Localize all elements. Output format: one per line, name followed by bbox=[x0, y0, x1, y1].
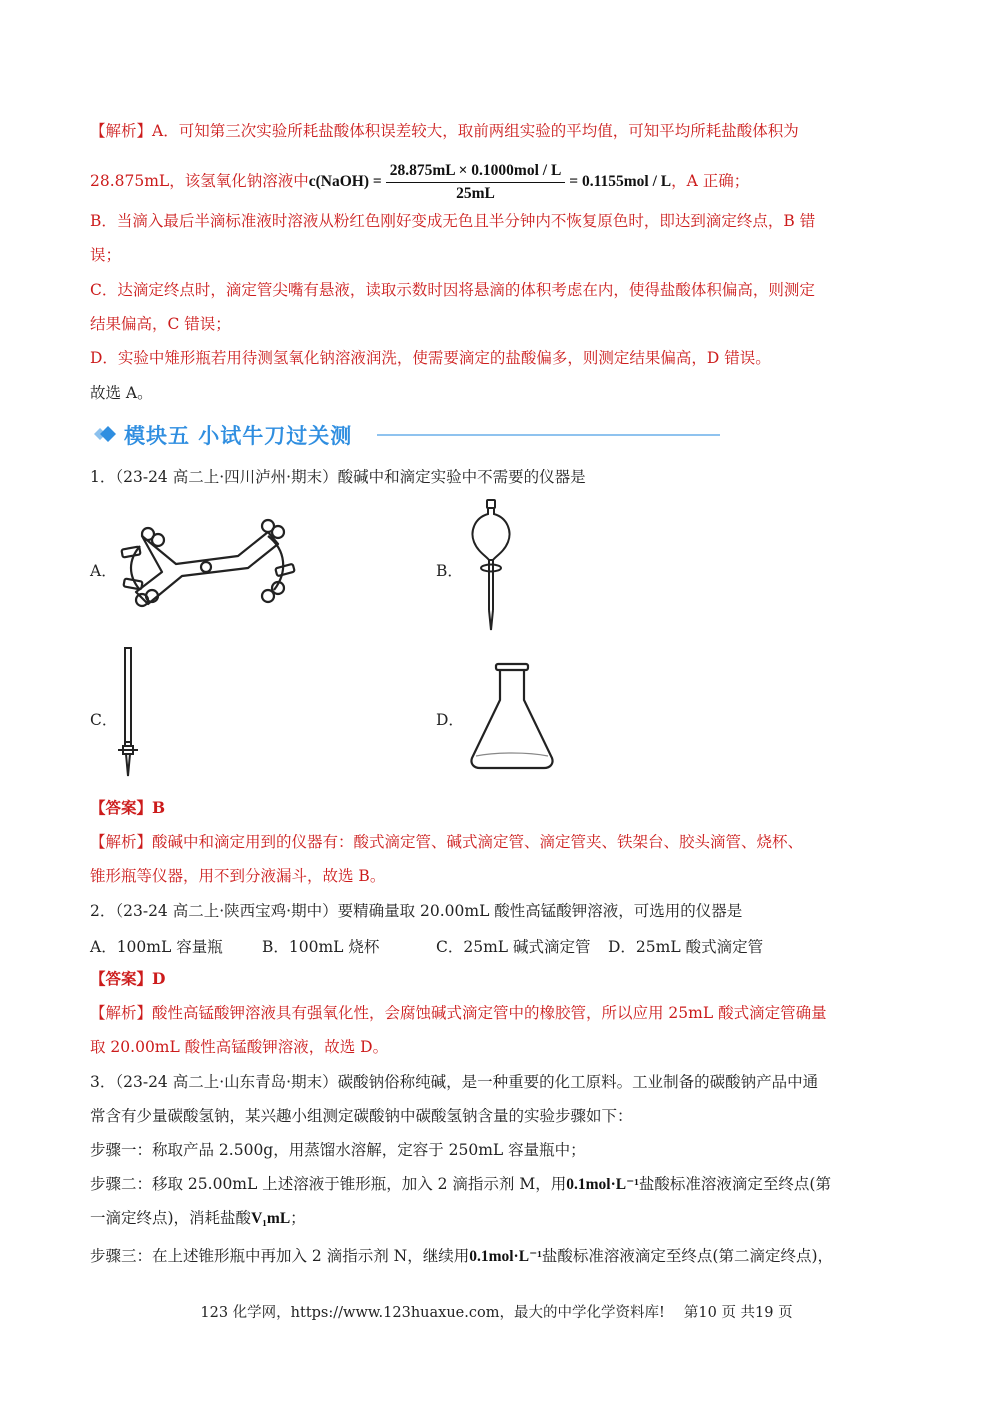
q3-step-text: ； bbox=[290, 1209, 306, 1227]
q3-step-2 bbox=[90, 1174, 831, 1195]
module-rule bbox=[377, 434, 720, 436]
q2-option-b: B．100mL 烧杯 bbox=[262, 938, 380, 956]
solution-line: 【解析】A．可知第三次实验所耗盐酸体积误差较大，取前两组实验的平均值，可知平均所耗盐酸体积为 bbox=[90, 122, 799, 140]
q1-option-d-label: D． bbox=[436, 711, 464, 729]
q1-option-b-label: B． bbox=[436, 562, 463, 580]
fraction-denominator: 25mL bbox=[456, 184, 495, 202]
q3-step-text: 盐酸标准溶液滴定至终点(第二滴定终点)， bbox=[541, 1247, 834, 1265]
solution-line: C．达滴定终点时，滴定管尖嘴有悬液，读取示数时因将悬滴的体积考虑在内，使得盐酸体积偏高，则测定 bbox=[90, 281, 815, 299]
q1-option-a-label: A． bbox=[90, 562, 117, 580]
solution-line: B．当滴入最后半滴标准液时溶液从粉红色刚好变成无色且半分钟内不恢复原色时，即达到滴定终点，B 错 bbox=[90, 212, 816, 230]
question-3-stem: 常含有少量碳酸氢钠，某兴趣小组测定碳酸钠中碳酸氢钠含量的实验步骤如下： bbox=[90, 1107, 633, 1125]
diamond-icon bbox=[92, 420, 120, 450]
q3-step-text: 步骤三：在上述锥形瓶中再加入 2 滴指示剂 N，继续用 bbox=[90, 1247, 470, 1265]
q2-option-d: D．25mL 酸式滴定管 bbox=[608, 938, 764, 956]
fraction-numerator: 28.875mL × 0.1000mol / L bbox=[386, 162, 566, 183]
q2-analysis: 取 20.00mL 酸性高锰酸钾溶液，故选 D。 bbox=[90, 1038, 389, 1056]
q1-answer: 【答案】B bbox=[90, 798, 166, 817]
q3-step-text: 盐酸标准溶液滴定至终点(第 bbox=[638, 1175, 831, 1193]
q3-step-text: 一滴定终点)，消耗盐酸 bbox=[90, 1209, 252, 1227]
q3-step-1: 步骤一：称取产品 2.500g，用蒸馏水溶解，定容于 250mL 容量瓶中； bbox=[90, 1141, 586, 1159]
q3-step-text: 步骤二：移取 25.00mL 上述溶液于锥形瓶，加入 2 滴指示剂 M，用 bbox=[90, 1175, 567, 1193]
solution-line: D．实验中雉形瓶若用待测氢氧化钠溶液润洗，使需要滴定的盐酸偏多，则测定结果偏高，D 错误。 bbox=[90, 349, 771, 367]
module-title: 模块五 小试牛刀过关测 bbox=[124, 424, 353, 448]
burette-clamp-icon bbox=[118, 516, 298, 612]
formula-fraction bbox=[386, 162, 566, 203]
q2-answer: 【答案】D bbox=[90, 969, 166, 988]
conclusion-line: 故选 A。 bbox=[90, 384, 153, 402]
q3-concentration: 0.1mol·L⁻¹ bbox=[469, 1248, 542, 1265]
page-footer: 123 化学网，https://www.123huaxue.com，最大的中学化学资料库! 第10 页 共19 页 bbox=[200, 1305, 793, 1321]
question-2-stem: 2．（23-24 高二上·陕西宝鸡·期中）要精确量取 20.00mL 酸性高锰酸钾溶液，可选用的仪器是 bbox=[90, 902, 743, 920]
question-1-stem: 1．（23-24 高二上·四川泸州·期末）酸碱中和滴定实验中不需要的仪器是 bbox=[90, 468, 586, 486]
question-3-stem: 3．（23-24 高二上·山东青岛·期末）碳酸钠俗称纯碱，是一种重要的化工原料。工业制备的碳酸钠产品中通 bbox=[90, 1073, 819, 1091]
formula-rhs: = 0.1155mol / L bbox=[569, 173, 672, 190]
q2-analysis: 【解析】酸性高锰酸钾溶液具有强氧化性，会腐蚀碱式滴定管中的橡胶管，所以应用 25mL 酸式滴定管确量 bbox=[90, 1004, 827, 1022]
q3-concentration: 0.1mol·L⁻¹ bbox=[566, 1176, 639, 1193]
q1-analysis: 【解析】酸碱中和滴定用到的仪器有：酸式滴定管、碱式滴定管、滴定管夹、铁架台、胶头滴管、烧杯、 bbox=[90, 833, 804, 851]
q3-step-3 bbox=[90, 1246, 833, 1267]
q1-analysis: 锥形瓶等仪器，用不到分液漏斗，故选 B。 bbox=[90, 867, 386, 885]
formula-lhs: c(NaOH) = bbox=[308, 173, 382, 190]
solution-text: ，A 正确； bbox=[671, 172, 750, 190]
solution-text: 28.875mL，该氢氧化钠溶液中 bbox=[90, 172, 309, 190]
q3-step-2-cont bbox=[90, 1208, 306, 1229]
q2-option-a: A．100mL 容量瓶 bbox=[90, 938, 223, 956]
separatory-funnel-icon bbox=[466, 498, 516, 634]
conical-flask-icon bbox=[466, 660, 558, 772]
solution-line: 结果偏高，C 错误； bbox=[90, 315, 231, 333]
solution-line: 误； bbox=[90, 246, 122, 264]
burette-icon bbox=[114, 646, 144, 782]
q2-option-c: C．25mL 碱式滴定管 bbox=[436, 938, 591, 956]
solution-formula-line bbox=[90, 161, 749, 201]
q1-option-c-label: C． bbox=[90, 711, 118, 729]
q3-volume: V₁mL bbox=[251, 1210, 291, 1227]
